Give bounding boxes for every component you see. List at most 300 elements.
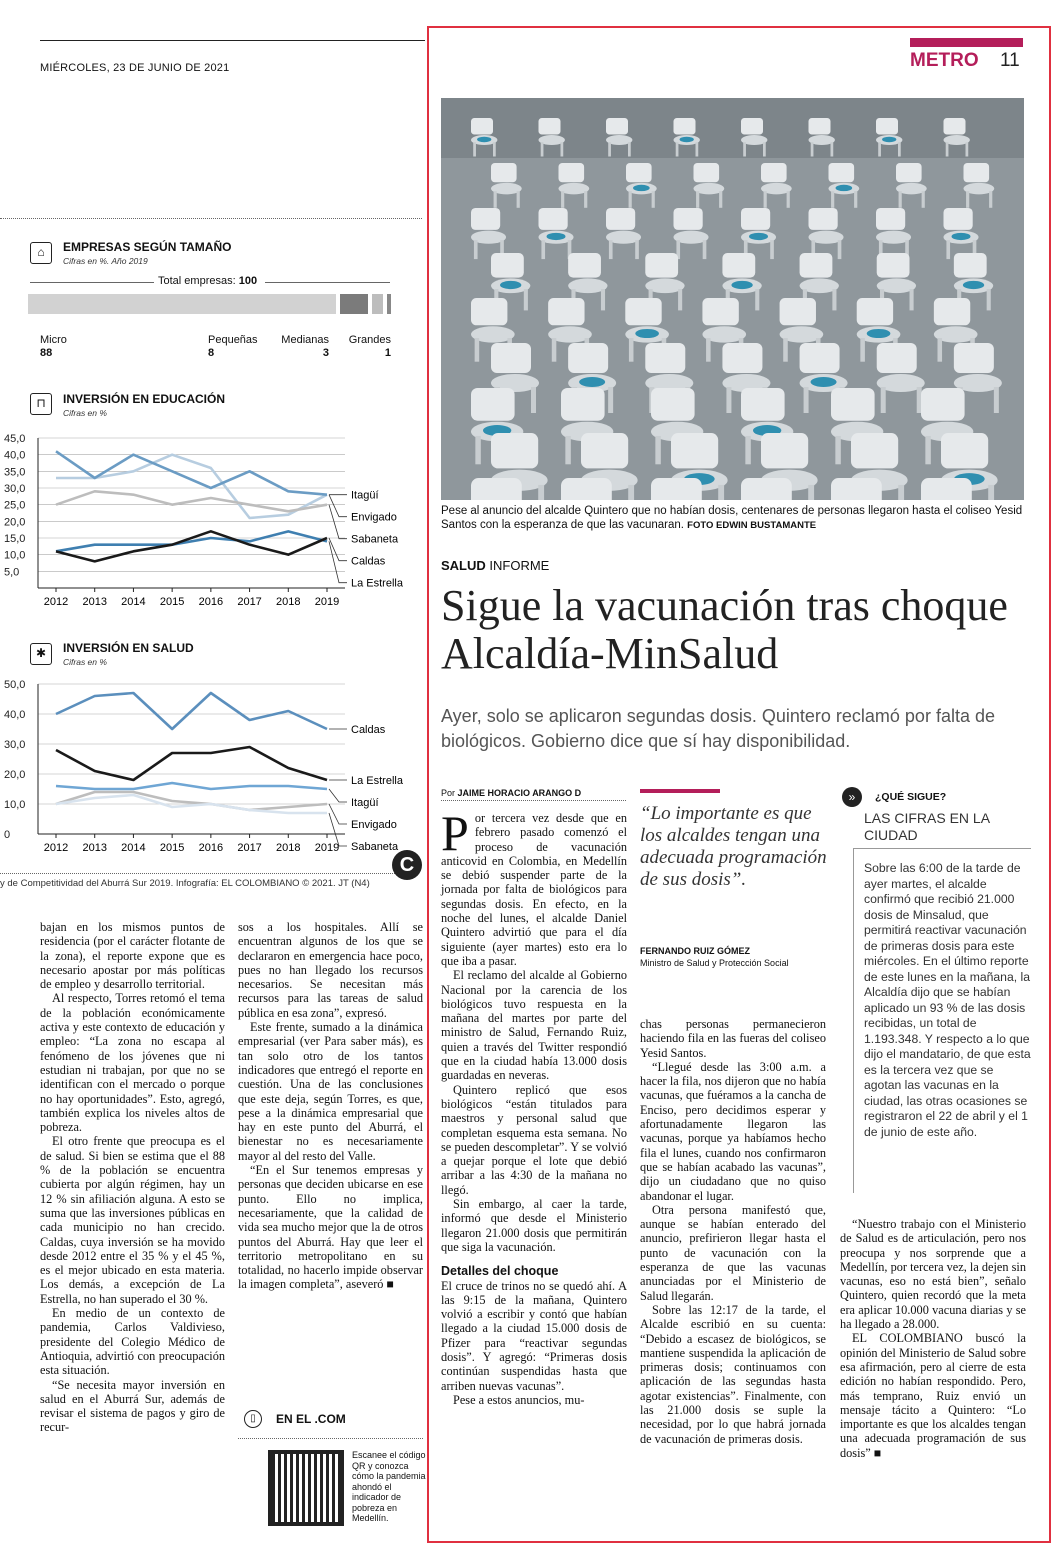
chair-back [491,343,531,373]
x-tick-label: 2013 [82,842,107,854]
chair-back [674,118,696,135]
chair-leg [628,485,634,500]
x-tick-label: 2014 [121,842,146,854]
chair-back [876,208,905,230]
label-medianas-name: Medianas [281,334,329,346]
y-tick-label: 40,0 [4,449,26,462]
chair-leg [706,338,711,362]
qr-description: Escanee el código QR y conozca cómo la pandemia ahondó el indicador de pobreza en Medellín. [352,1450,426,1523]
label-grandes [348,334,391,360]
chair-back [921,388,965,421]
label-pequenas [208,334,258,360]
kicker-section: SALUD [441,558,486,573]
chair-back [559,163,585,182]
paragraph: “Llegué desde las 3:00 a.m. a hacer la fila, nos dijeron que no había vacunas, que fuéramos a la cancha de Enciso, pero decidimos esperar y afortunadamente llegaron las vacunas, porque ya habíamos hecho fila el lunes, cuando nos confirmaron que se habían acabado las vacunas”, dijo un ciudadano que no quiso abandonar el lugar. [640,1059,826,1203]
health-chart [0,676,425,861]
x-tick-label: 2012 [43,842,69,854]
article-photo [441,98,1024,500]
series-line [56,531,327,551]
chair-leg [629,338,634,362]
paragraph: Sobre las 12:17 de la tarde, el Alcalde escribió en su cuenta: “Debido a escasez de biológicos, se mantiene suspendida la aplicación de primeras dosis; continuamos con aplicación de las segundas hasta agotar existencias”. Finalmente, con las 21.000 dosis se suple la necesidad, por lo que habrá jornada de vacunación de primeras dosis. [640,1302,826,1446]
chair-sticker [635,329,659,338]
chair-back [568,343,608,373]
chair-leg [629,191,632,208]
chair-back [491,433,538,468]
chair-back [800,253,833,278]
chair-back [645,253,678,278]
chair-back [954,343,994,373]
chair-leg [988,485,994,500]
infographic-top-rule [0,218,422,219]
chair-back [780,298,816,325]
chair-leg [678,289,682,310]
chair-leg [601,289,605,310]
header-rule [40,40,425,41]
chair-back [491,163,517,182]
x-tick-label: 2018 [276,842,301,854]
chair-leg [899,191,902,208]
chair-leg [811,142,814,156]
chair-sticker [836,185,853,191]
photo-back [441,98,1024,158]
article-column-2 [640,1017,826,1446]
bar-segment-pequenas [340,294,368,314]
article-column-1 [441,805,627,1407]
pull-quote: “Lo importante es que los alcaldes tengan una adecuada programación de sus dosis”. [640,803,827,890]
chair-leg [832,289,836,310]
series-line [56,491,327,511]
x-tick-label: 2019 [314,842,340,854]
chair-leg [475,338,480,362]
chair-back [800,343,840,373]
x-tick-label: 2017 [237,596,262,608]
chair-back [809,208,838,230]
chair-back [964,163,990,182]
series-label: Itagüí [351,797,379,809]
chair-leg [628,142,631,156]
chair-back [921,478,972,500]
health-title: INVERSIÓN EN SALUD [63,641,194,655]
y-tick-label: 35,0 [4,466,26,479]
label-micro-value: 88 [40,347,53,359]
y-tick-label: 0 [4,829,11,841]
education-title: INVERSIÓN EN EDUCACIÓN [63,392,226,406]
chair-back [896,163,922,182]
paragraph: Quintero replicó que esos biológicos “están titulados para maestros y personal salud que completan esquema esta semana. No se pueden descompletar”. Y se volvió a quejar porque el lote que debió arribar a las 4:30 de la mañana no llegó. [441,1082,627,1197]
chair-back [944,118,966,135]
label-medianas [279,334,329,360]
bar-segment-micro [28,294,336,314]
label-micro [40,334,67,360]
chair-leg [703,240,707,259]
chair-back [568,253,601,278]
chair-sticker [547,233,566,240]
chair-back [694,163,720,182]
article-headline: Sigue la vacunación tras choque Alcaldía-MinSalud [441,581,1008,678]
chair-leg [946,240,950,259]
chair-sticker [749,233,768,240]
chair-back [722,343,762,373]
chair-leg [745,436,750,464]
chair-leg [561,191,564,208]
chair-sticker [500,281,521,289]
en-el-com-heading: EN EL .COM [276,1412,346,1426]
chair-leg [609,240,613,259]
label-pequenas-value: 8 [208,347,215,359]
x-tick-label: 2013 [82,596,107,608]
article-byline [441,788,581,798]
chair-leg [517,191,520,208]
chair-sticker [882,137,896,143]
y-tick-label: 15,0 [4,533,26,545]
chair-leg [937,338,942,362]
chair-leg [473,142,476,156]
series-leader-line [329,538,347,561]
chair-leg [925,436,930,464]
chair-back [539,118,561,135]
chair-back [857,298,893,325]
series-line [56,792,327,810]
series-label: La Estrella [351,577,403,590]
paragraph: En medio de un contexto de pandemia, Carlos Valdivieso, presidente del Colegio Médico de Antioquia, advirtió con preocupación esta situación. [40,1306,225,1378]
chair-leg [860,338,865,362]
chair-back [606,208,635,230]
chair-back [944,208,973,230]
chair-leg [808,485,814,500]
y-tick-label: 5,0 [4,566,20,579]
byline-rule [441,800,626,801]
paragraph: El otro frente que preocupa es el de salud. Si bien se estima que el 88 % de la población se encuentra cubierta por algún régimen, hay un 12 % sin afiliación alguna. A esto se suma que las inversiones públicas en cada municipio no han crecido. Caldas, cuya inversión se ha movido desde 2012 entre el 35 % y el 45 %, es el mejor ubicado en esta materia. Los demás, a excepción de La Estrella, no han superado el 30 %. [40,1134,225,1306]
left-article-column-2 [238,920,423,1292]
school-desk-icon: ⊓ [30,393,52,415]
chair-leg [763,142,766,156]
chair-leg [726,387,731,413]
chair-sticker [633,185,650,191]
education-subtitle: Cifras en % [63,408,107,418]
paragraph: Al respecto, Torres retomó el tema de la población económicamente activa y este contexto de educación y empleo: “La zona no escapa al fenómeno de los jóvenes que ni estudian ni trabajan, por que no se identifican con el mercado o porque no hay oportunidades”. Esto, agregó, también explica los niveles altos de pobreza. [40,991,225,1135]
x-tick-label: 2016 [198,842,224,854]
series-leader-line [329,789,347,802]
x-tick-label: 2017 [237,842,262,854]
chair-sticker [867,329,891,338]
quote-author: FERNANDO RUIZ GÓMEZ [640,946,750,956]
chair-back [471,478,522,500]
section-color-bar [910,38,1023,47]
series-label: Caldas [351,555,386,568]
photo-caption [441,504,1024,533]
chair-sticker [811,377,837,387]
chair-leg [718,485,724,500]
sidebar-subtitle: LAS CIFRAS EN LA CIUDAD [864,810,990,843]
chair-leg [655,436,660,464]
series-label: Itagüí [351,489,379,502]
paragraph: sos a los hospitales. Allí se encuentran algunos de los que se declararon en emergencia hace poco, pues no han llegado los recursos necesarios. Se necesitan más recursos para las tareas de salud pública en esa zona”, expresó. [238,920,423,1020]
byline-prefix: Por [441,788,458,798]
y-tick-label: 50,0 [4,679,26,691]
chair-leg [676,142,679,156]
chair-back [702,298,738,325]
series-line [56,783,327,789]
companies-subtitle: Cifras en %. Año 2019 [63,256,148,266]
bar-segment-grandes [387,294,391,314]
chair-leg [804,387,809,413]
quote-role: Ministro de Salud y Protección Social [640,958,789,968]
y-tick-label: 30,0 [4,739,26,751]
chair-back [877,253,910,278]
chair-back [829,163,855,182]
page-date: MIÉRCOLES, 23 DE JUNIO DE 2021 [40,62,230,74]
chair-sticker [952,233,971,240]
chair-back [471,118,493,135]
photo-plastic-chairs [441,98,1024,500]
chair-leg [474,240,478,259]
chair-back [471,298,507,325]
chair-back [809,118,831,135]
chair-sticker [477,137,491,143]
chair-leg [994,387,999,413]
chair-back [741,388,785,421]
chair-back [761,163,787,182]
sidebar-title: ¿QUÉ SIGUE? [875,791,947,803]
series-leader-line [329,541,347,582]
chair-sticker [731,281,752,289]
chair-leg [652,191,655,208]
companies-total [158,275,257,287]
companies-title: EMPRESAS SEGÚN TAMAÑO [63,240,232,254]
en-el-com-rule [238,1438,423,1439]
chair-back [581,433,628,468]
chair-leg [561,142,564,156]
chair-leg [584,191,587,208]
paragraph: El cruce de trinos no se quedó ahí. A las 9:15 de la mañana, Quintero volvió a escribir y contó que habían llegado a la ciudad 15.000 dosis de Pfizer para “reactivar segundas dosis”. Y agregó: “Primeras dosis continúan suspendidas hasta que arriben nuevas vacunas”. [441,1278,627,1393]
chair-leg [719,191,722,208]
education-chart [0,428,425,618]
paragraph: Pese a estos anuncios, mu- [453,1392,585,1407]
chair-back [941,433,988,468]
chair-sticker [579,377,605,387]
kicker-type: INFORME [489,558,550,573]
y-tick-label: 25,0 [4,499,26,512]
article-deck: Ayer, solo se aplicaron segundas dosis. Quintero reclamó por falta de biológicos. Gobierno dice que sí hay disponibilidad. [441,706,995,751]
series-line [56,531,327,561]
chair-leg [524,289,528,310]
byline-author: JAIME HORACIO ARANGO D [457,788,582,798]
series-line [56,455,327,518]
paragraph: El reclamo del alcalde al Gobierno Nacional por la carencia de los biológicos tuvo respuesta en la mañana del martes por parte del ministro de Salud, Fernando Ruiz, quien a través del Twitter respondió que en la ciudad había 13.000 dosis guardadas en neveras. [441,968,627,1083]
chair-back [761,433,808,468]
chair-leg [475,436,480,464]
chair-leg [635,240,639,259]
paragraph: chas personas permanecieron haciendo fila en las fueras del coliseo Yesid Santos. [640,1017,826,1060]
y-tick-label: 20,0 [4,516,26,529]
series-leader-line [329,505,347,539]
series-label: Sabaneta [351,533,399,546]
infographic-credit: y de Competitividad del Aburrá Sur 2019. Infografía: EL COLOMBIANO © 2021. JT (N4) [0,878,370,889]
chair-back [671,433,718,468]
chair-leg [755,289,759,310]
x-tick-label: 2012 [43,596,69,608]
x-tick-label: 2014 [121,596,146,608]
paragraph: Este frente, sumado a la dinámica empresarial (ver Para saber más), es tan solo otro de los tantos indicadores que entregó el reporte en cuestión. Una de las conclusiones que este deja, según Torres, es que, pese a la dinámica empresarial que hay en este punto del Aburrá, el bienestar no es necesariamente mayor al del resto del Valle. [238,1020,423,1163]
label-grandes-value: 1 [384,347,391,359]
chair-back [934,298,970,325]
series-line [56,693,327,729]
series-label: Envigado [351,819,397,831]
chair-leg [881,387,886,413]
chair-leg [783,338,788,362]
paragraph: Sin embargo, al caer la tarde, informó que desde el Ministerio llegaron 21.000 dosis que permitirán que siga la vacunación. [441,1197,627,1254]
chair-sticker [963,281,984,289]
chair-back [606,118,628,135]
chair-back [645,343,685,373]
chair-back [674,208,703,230]
chair-leg [946,142,949,156]
chair-leg [966,191,969,208]
y-tick-label: 20,0 [4,769,26,781]
chair-leg [743,142,746,156]
chair-back [831,478,882,500]
chair-leg [696,191,699,208]
series-line [56,747,327,780]
paragraph: “Se necesita mayor inversión en salud en el Aburrá Sur, además de revisar el sistema de pagos y giro de recur- [40,1377,225,1435]
companies-total-value: 100 [238,275,258,287]
chair-back [831,388,875,421]
left-article-column-1 [40,920,225,1435]
chair-leg [541,142,544,156]
y-tick-label: 45,0 [4,433,26,445]
x-tick-label: 2019 [314,596,340,608]
y-tick-label: 10,0 [4,799,26,811]
el-colombiano-logo: C [392,850,422,880]
chair-leg [565,436,570,464]
quote-accent-bar [640,789,720,793]
chair-back [625,298,661,325]
chair-back [741,478,792,500]
bar-segment-medianas [372,294,383,314]
chair-leg [764,191,767,208]
chair-back [954,253,987,278]
article-column-3 [840,1217,1026,1460]
chair-leg [696,142,699,156]
chair-leg [831,191,834,208]
companies-total-label: Total empresas: [158,275,239,287]
total-bracket-left [30,282,154,283]
chair-back [876,118,898,135]
chair-leg [878,142,881,156]
infographic-bottom-rule [0,873,395,874]
chair-back [651,478,702,500]
chair-back [851,433,898,468]
double-chevron-icon: » [842,787,862,807]
chair-leg [987,289,991,310]
x-tick-label: 2015 [159,596,185,608]
photo-caption-text: Pese al anuncio del alcalde Quintero que no habían dosis, centenares de personas llegaron hasta el coliseo Yesid Santos con la esperanza de que las vacunaran. [441,505,1023,531]
chair-leg [787,191,790,208]
companies-bar [28,294,390,314]
label-grandes-name: Grandes [348,334,391,346]
chair-leg [538,485,544,500]
y-tick-label: 10,0 [4,549,26,562]
paragraph: bajan en los mismos puntos de residencia (por el carácter flotante de la zona), el reporte expone que es necesario apostar por más políticas de empleo y desarrollo territorial. [40,920,225,992]
y-tick-label: 40,0 [4,709,26,721]
chair-leg [770,240,774,259]
label-micro-name: Micro [40,334,67,346]
chair-back [561,388,605,421]
paragraph: “Nuestro trabajo con el Ministerio de Salud es de articulación, pero nos preocupa y nos sorprende que a Medellín, por tercera vez, la dejen sin vacunas, eso no está bien”, señalo Quintero, quien recordó que la meta era aplicar 10.000 vacuna diarias y se ha llegado a 28.000. [840,1217,1026,1332]
x-tick-label: 2018 [276,596,301,608]
article-subhead: Detalles del choque [441,1264,559,1279]
dropcap: P [441,805,469,861]
series-label: Sabaneta [351,841,399,853]
sidebar-box [853,848,1031,1193]
chair-back [548,298,584,325]
chair-leg [493,142,496,156]
chair-leg [838,240,842,259]
paragraph: Otra persona manifestó que, aunque se habían enterado del anuncio, prefirieron llegar hasta el punto de vacunación con la esperanza de que las vacunas anunciadas por el Ministerio de Salud llegarán. [640,1202,826,1303]
paragraph: or tercera vez desde que en febrero pasado comenzó el proceso de vacunación anticovid en Colombia, en Medellín se debió suspender parte de la jornada por falta de biológicos para segundas dosis. En efecto, en la noche del lunes, el alcalde Daniel Quintero advirtió que para el día siguiente (ayer martes) esto era lo que iba a pasar. [441,811,627,968]
mobile-phone-icon: ▯ [244,1410,262,1428]
chair-back [491,253,524,278]
total-bracket-right [265,282,390,283]
chair-back [626,163,652,182]
page-number: 11 [1000,50,1020,71]
label-medianas-value: 3 [322,347,329,359]
paragraph: “En el Sur tenemos empresas y personas que deciden ubicarse en ese punto. Ello no implica, necesariamente, que la calidad de vida sea mucho mejor que la de otros puntos del Aburrá. Hay que leer el territorio metropolitano en su totalidad, no hacerlo impide observar la imagen completa”, aseveró ■ [238,1163,423,1292]
chair-leg [831,142,834,156]
factory-icon: ⌂ [30,242,52,264]
chair-leg [854,191,857,208]
chair-leg [966,142,969,156]
photo-credit: FOTO EDWIN BUSTAMANTE [687,520,817,531]
chair-back [741,118,763,135]
paragraph: EL COLOMBIANO buscó la opinión del Ministerio de Salud sobre esa afirmación, pero al cierre de esta edición no habían respondido. Pero, más temprano, Ruiz envió un mensaje tácito a Quintero: “Lo importante es que los alcaldes tengan una adecuada programación de sus dosis” ■ [840,1331,1026,1460]
chair-back [722,253,755,278]
chair-leg [989,191,992,208]
chair-back [471,388,515,421]
chair-leg [917,387,922,413]
chair-back [741,208,770,230]
medical-star-icon: ✱ [30,643,52,665]
chair-back [877,343,917,373]
chair-leg [541,240,545,259]
chair-leg [835,436,840,464]
sidebar-text: Sobre las 6:00 de la tarde de ayer martes, el alcalde confirmó que recibió 21.000 dosis de Minsalud, que permitirá reactivar vacunación de primeras dosis para este miércoles. En el último reporte de este lunes en la mañana, la Alcaldía dijo que se habían aplicado un 93 % de las dosis recibidas, un total de 1.193.348. Y respecto a lo que dijo el mandatario, de que esta es la tercera vez que se agotan las vacunas en la ciudad, las otras ocasiones se registraron el 22 de abril y el 1 de junio de este año. [864,861,1031,1139]
chair-back [651,388,695,421]
series-label: Envigado [351,511,397,524]
chair-leg [898,142,901,156]
x-tick-label: 2016 [198,596,224,608]
chair-sticker [680,137,694,143]
article-kicker [441,558,549,573]
label-pequenas-name: Pequeñas [208,334,258,346]
chair-leg [608,142,611,156]
series-label: La Estrella [351,775,403,787]
chair-back [471,208,500,230]
y-tick-label: 30,0 [4,483,26,495]
health-subtitle: Cifras en % [63,657,107,667]
chair-leg [922,191,925,208]
chair-leg [494,191,497,208]
chair-leg [608,387,613,413]
chair-leg [552,338,557,362]
chair-leg [531,387,536,413]
chair-back [561,478,612,500]
chair-leg [910,289,914,310]
qr-code[interactable] [268,1450,344,1526]
section-name: METRO [910,50,979,71]
x-tick-label: 2015 [159,842,185,854]
series-label: Caldas [351,724,386,736]
